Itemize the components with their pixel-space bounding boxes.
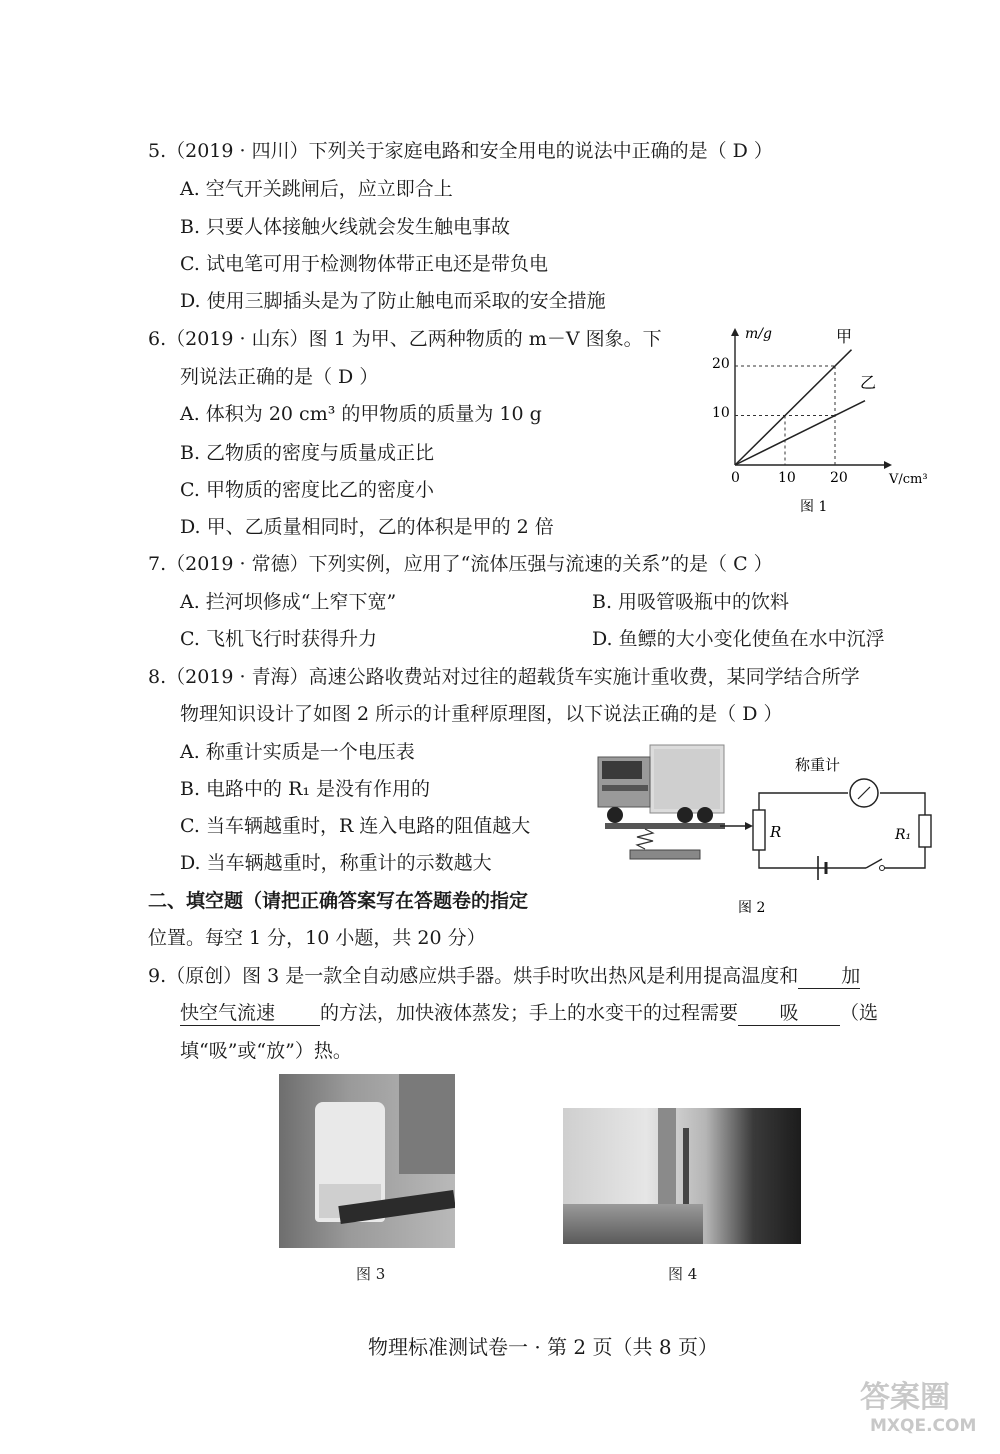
q9-blank-1a: 加 xyxy=(798,961,860,989)
q6-option-a: A. 体积为 20 cm³ 的甲物质的质量为 10 g xyxy=(180,403,542,425)
q8-option-b: B. 电路中的 R₁ 是没有作用的 xyxy=(180,778,431,800)
q5-option-d: D. 使用三脚插头是为了防止触电而采取的安全措施 xyxy=(180,290,606,312)
spring xyxy=(637,829,653,849)
resistor-r1 xyxy=(919,815,931,847)
x-tick-0: 0 xyxy=(731,470,740,486)
truck-image xyxy=(598,745,724,823)
fig1-caption: 图 1 xyxy=(800,499,828,515)
watermark-logo: 答案圈 xyxy=(860,1380,950,1415)
section2-heading-line2: 位置。每空 1 分，10 小题，共 20 分） xyxy=(148,927,486,949)
q9-blank-2: 吸 xyxy=(738,998,840,1026)
resistor-r1-label: R₁ xyxy=(895,827,912,843)
window-droplets-photo xyxy=(563,1108,801,1244)
q7-stem: 7.（2019 · 常德）下列实例，应用了“流体压强与流速的关系”的是（ C ） xyxy=(148,553,773,575)
mv-chart xyxy=(700,320,945,520)
x-axis-label: V/cm³ xyxy=(889,472,928,487)
resistor-r xyxy=(753,810,765,850)
fig4-caption: 图 4 xyxy=(668,1265,698,1283)
series-line-1 xyxy=(735,401,865,465)
y-axis-label: m/g xyxy=(745,326,772,342)
series-yi-label: 乙 xyxy=(860,373,877,392)
series-line-0 xyxy=(735,350,852,465)
wire-right xyxy=(880,793,925,815)
q6-stem-line2: 列说法正确的是（ D ） xyxy=(180,366,379,388)
q9-text-1: 9.（原创）图 3 是一款全自动感应烘手器。烘手时吹出热风是利用提高温度和 xyxy=(148,965,799,987)
q9-text-2: 的方法，加快液体蒸发；手上的水变干的过程需要 xyxy=(320,1002,739,1024)
x-axis-arrow xyxy=(884,461,892,469)
fig3-caption: 图 3 xyxy=(356,1265,386,1283)
q7-option-c: C. 飞机飞行时获得升力 xyxy=(180,628,377,650)
weighing-circuit-diagram xyxy=(590,735,950,920)
q5-stem: 5.（2019 · 四川）下列关于家庭电路和安全用电的说法中正确的是（ D ） xyxy=(148,140,773,162)
series-jia-label: 甲 xyxy=(836,327,853,346)
q6-option-b: B. 乙物质的密度与质量成正比 xyxy=(180,442,435,464)
x-tick-20: 20 xyxy=(830,470,848,486)
q7-option-b: B. 用吸管吸瓶中的饮料 xyxy=(592,591,790,613)
y-tick-20: 20 xyxy=(712,356,730,372)
fig2-caption: 图 2 xyxy=(738,900,766,916)
wire-bottom-right xyxy=(882,847,925,868)
meter-label: 称重计 xyxy=(795,756,841,774)
wire-bottom-left xyxy=(759,850,826,868)
q5-option-c: C. 试电笔可用于检测物体带正电还是带负电 xyxy=(180,253,548,275)
q6-stem-line1: 6.（2019 · 山东）图 1 为甲、乙两种物质的 m－V 图象。下 xyxy=(148,328,662,350)
q8-stem-line1: 8.（2019 · 青海）高速公路收费站对过往的超载货车实施计重收费，某同学结合所学 xyxy=(148,666,860,688)
y-tick-10: 10 xyxy=(712,405,730,421)
q6-option-d: D. 甲、乙质量相同时，乙的体积是甲的 2 倍 xyxy=(180,516,554,538)
scale-base xyxy=(630,850,700,859)
q7-option-a: A. 拦河坝修成“上窄下宽” xyxy=(180,591,397,613)
x-tick-10: 10 xyxy=(778,470,796,486)
q6-option-c: C. 甲物质的密度比乙的密度小 xyxy=(180,479,434,501)
watermark-url: MXQE.COM xyxy=(870,1416,977,1436)
q9-line1 xyxy=(148,961,860,989)
y-axis-arrow xyxy=(731,328,739,336)
scale-platform xyxy=(605,823,725,829)
q8-option-a: A. 称重计实质是一个电压表 xyxy=(180,741,415,763)
q9-line2 xyxy=(180,998,878,1026)
q9-blank-1b: 快空气流速 xyxy=(180,998,320,1026)
q8-option-c: C. 当车辆越重时，R 连入电路的阻值越大 xyxy=(180,815,531,837)
wire-top xyxy=(759,793,848,810)
q9-text-2-end: （选 xyxy=(840,1002,879,1024)
q5-option-b: B. 只要人体接触火线就会发生触电事故 xyxy=(180,216,511,238)
q9-line3: 填“吸”或“放”）热。 xyxy=(180,1040,352,1062)
switch-contact xyxy=(880,866,885,871)
page-footer: 物理标准测试卷一 · 第 2 页（共 8 页） xyxy=(368,1335,718,1359)
q7-option-d: D. 鱼鳔的大小变化使鱼在水中沉浮 xyxy=(592,628,885,650)
q5-option-a: A. 空气开关跳闸后，应立即合上 xyxy=(180,178,453,200)
q8-option-d: D. 当车辆越重时，称重计的示数越大 xyxy=(180,852,492,874)
resistor-r-label: R xyxy=(770,823,782,841)
hand-dryer-photo xyxy=(279,1074,455,1248)
slider-arrow xyxy=(745,822,753,830)
q8-stem-line2: 物理知识设计了如图 2 所示的计重秤原理图，以下说法正确的是（ D ） xyxy=(180,703,783,725)
section2-heading-line1: 二、填空题（请把正确答案写在答题卷的指定 xyxy=(148,890,529,912)
